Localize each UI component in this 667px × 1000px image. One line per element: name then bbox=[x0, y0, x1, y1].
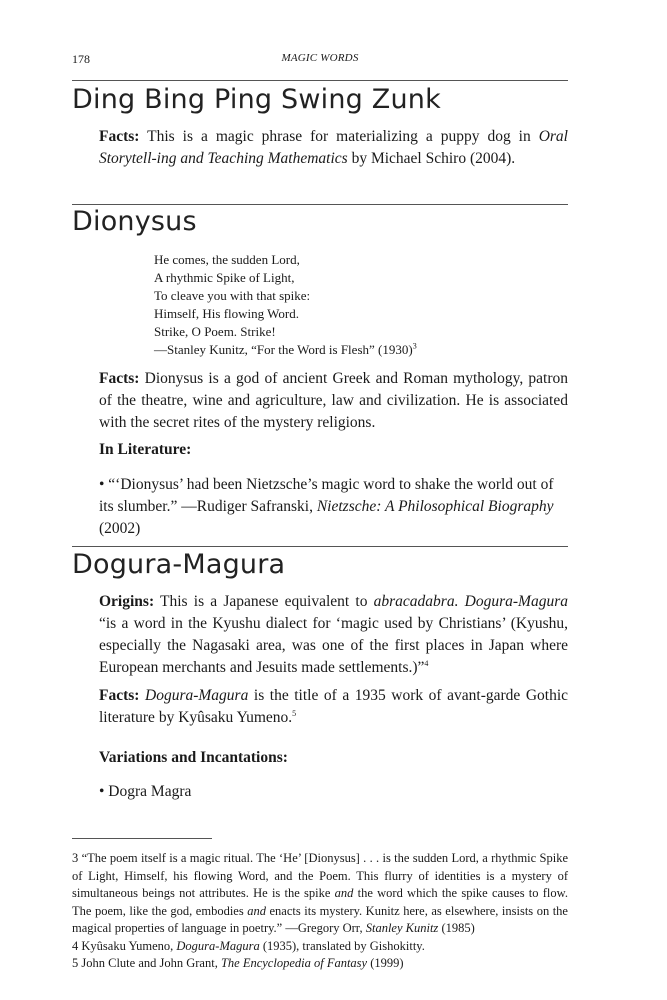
facts-text: by Michael Schiro (2004). bbox=[347, 150, 516, 167]
poem-line: To cleave you with that spike: bbox=[154, 288, 311, 303]
poem-line: Strike, O Poem. Strike! bbox=[154, 324, 276, 339]
footnote-3: 3 “The poem itself is a magic ritual. The ‘He’ [Dionysus] . . . is the sudden Lord, a rhythmic Spike of Light, Himself, his flowing Word, and the Poem. This flurry of identities is a mystery of simultaneous beings not attributes. He is the spike and the word which the spike causes to flow. The poem, like the god, embodies and enacts its mystery. Kunitz here, as elsewhere, insists on the magical properties of language in poetry.” —Gregory Orr, Stanley Kunitz (1985) bbox=[72, 851, 568, 935]
book-title: Oral Storytell-ing and Teaching Mathematics bbox=[99, 128, 568, 167]
facts-label: Facts: bbox=[99, 687, 140, 704]
footnote-ref[interactable]: 3 bbox=[412, 341, 417, 351]
dionysus-poem bbox=[154, 251, 417, 359]
entry-title-ding-bing: Ding Bing Ping Swing Zunk bbox=[72, 84, 441, 115]
facts-text: Dionysus is a god of ancient Greek and Roman mythology, patron of the theatre, wine and agriculture, law and civilization. He is associated with the secret rites of the mystery religions. bbox=[99, 370, 568, 431]
page-header bbox=[72, 52, 568, 72]
footnote-ref[interactable]: 5 bbox=[292, 708, 297, 718]
dogura-origins: Origins: This is a Japanese equivalent to abracadabra. Dogura-Magura “is a word in the Kyushu dialect for ‘magic used by Christians’ (Kyushu, especially the Nagasaki area, was one of the first places in Japan where European merchants and Jesuits made settlements.)”$^4$ bbox=[99, 593, 568, 676]
in-literature-heading: In Literature: bbox=[99, 441, 192, 458]
dionysus-facts bbox=[99, 368, 568, 434]
list-item: • Dogra Magra bbox=[99, 783, 192, 800]
facts-label: Facts: bbox=[99, 128, 140, 145]
origins-label: Origins: bbox=[99, 593, 155, 610]
page-number: 178 bbox=[72, 52, 90, 66]
divider bbox=[72, 546, 568, 547]
book-title: Nietzsche: A Philosophical Biography bbox=[316, 498, 554, 515]
poem-line: He comes, the sudden Lord, bbox=[154, 252, 300, 267]
footnote-4: 4 Kyûsaku Yumeno, Dogura-Magura (1935), translated by Gishokitty. bbox=[72, 938, 425, 953]
ding-bing-facts bbox=[99, 126, 568, 170]
poem-line: A rhythmic Spike of Light, bbox=[154, 270, 295, 285]
entry-title-dogura-magura: Dogura-Magura bbox=[72, 549, 286, 580]
footnote-5: 5 John Clute and John Grant, The Encyclopedia of Fantasy (1999) bbox=[72, 956, 404, 970]
poem-line: Himself, His flowing Word. bbox=[154, 306, 299, 321]
poem-attribution: —Stanley Kunitz, “For the Word is Flesh” $(1930)^3$ bbox=[154, 341, 417, 357]
divider bbox=[72, 80, 568, 81]
literature-quote: • “‘Dionysus’ had been Nietzsche’s magic word to shake the world out of its slumber.” —Rudiger Safranski, Nietzsche: A Philosophical Biography (2002) bbox=[99, 476, 554, 537]
footnote-ref[interactable]: 4 bbox=[424, 658, 429, 668]
variations-list bbox=[99, 781, 568, 803]
entry-title-dionysus: Dionysus bbox=[72, 206, 197, 237]
facts-text: This is a magic phrase for materializing a puppy dog in bbox=[139, 128, 539, 145]
running-title: MAGIC WORDS bbox=[281, 52, 359, 64]
dogura-facts: Facts: Dogura-Magura is the title of a 1935 work of avant-garde Gothic literature by Kyûsaku Yumeno.$^5$ bbox=[99, 687, 568, 726]
footnotes bbox=[72, 850, 568, 973]
facts-label: Facts: bbox=[99, 370, 140, 387]
divider bbox=[72, 204, 568, 205]
footnote-divider bbox=[72, 838, 212, 839]
variations-heading: Variations and Incantations: bbox=[99, 749, 288, 766]
